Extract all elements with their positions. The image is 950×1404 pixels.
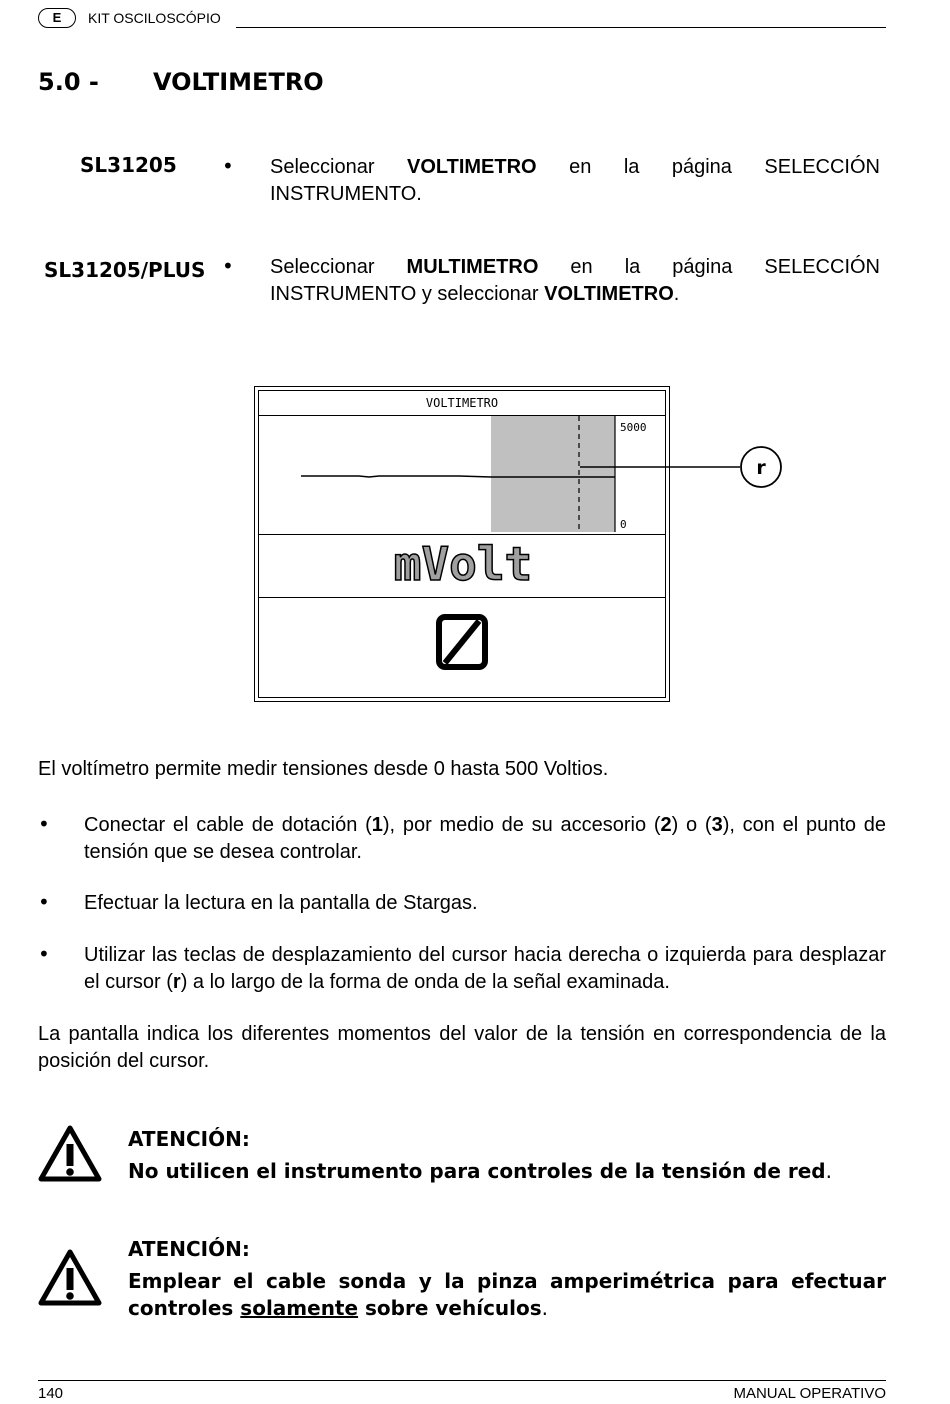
model-name: SL31205 <box>80 153 177 177</box>
unit-label: mVolt <box>393 537 533 591</box>
page-header <box>38 8 886 30</box>
bullet: • <box>38 942 50 966</box>
intro-paragraph: El voltímetro permite medir tensiones desde 0 hasta 500 Voltios. <box>38 758 609 780</box>
warning-text: Emplear el cable sonda y la pinza amperimétrica para efectuar controles solamente sobre vehículos. <box>128 1269 886 1320</box>
warning-heading: ATENCIÓN: <box>128 1127 250 1151</box>
screen-title: VOLTIMETRO <box>259 391 665 416</box>
voltmeter-screen <box>254 386 670 702</box>
model-name: SL31205/PLUS <box>44 258 206 282</box>
scale-min-label: 0 <box>620 518 627 531</box>
bullet: • <box>222 154 234 178</box>
manual-name: MANUAL OPERATIVO <box>733 1385 886 1402</box>
unit-svg <box>259 535 667 595</box>
value-display <box>259 597 665 697</box>
bullet: • <box>38 812 50 836</box>
warning-text: No utilicen el instrumento para controles de la tensión de red. <box>128 1159 832 1183</box>
bullet: • <box>38 890 50 914</box>
instruction-text: Seleccionar VOLTIMETRO en la página SELECCIÓN INSTRUMENTO. <box>270 156 880 205</box>
page-number: 140 <box>38 1385 64 1402</box>
section-number: 5.0 - <box>38 68 99 96</box>
cursor-callout <box>580 445 790 491</box>
header-rule <box>236 27 886 28</box>
unit-display <box>259 534 665 598</box>
step-text: Conectar el cable de dotación (1), por medio de su accesorio (2) o (3), con el punto de tensión que se desea controlar. <box>84 814 886 863</box>
bullet: • <box>222 254 234 278</box>
footer-rule <box>38 1380 886 1381</box>
summary-paragraph: La pantalla indica los diferentes momentos del valor de la tensión en correspondencia de la posición del cursor. <box>38 1023 886 1072</box>
instruction-text: Seleccionar MULTIMETRO en la página SELECCIÓN INSTRUMENTO y seleccionar VOLTIMETRO. <box>270 256 880 305</box>
document-title: KIT OSCILOSCÓPIO <box>88 10 221 26</box>
language-badge: E <box>38 8 76 28</box>
step-text: Efectuar la lectura en la pantalla de Stargas. <box>84 892 478 914</box>
warning-icon <box>38 1248 102 1306</box>
step-text: Utilizar las teclas de desplazamiento del cursor hacia derecha o izquierda para desplazar el cursor (r) a lo largo de la forma de onda de la señal examinada. <box>84 944 886 993</box>
warning-icon <box>38 1124 102 1182</box>
warning-heading: ATENCIÓN: <box>128 1237 250 1261</box>
callout-label: r <box>756 457 766 479</box>
scale-max-label: 5000 <box>620 421 647 434</box>
section-title: VOLTIMETRO <box>153 68 324 96</box>
zero-value-symbol <box>259 597 667 697</box>
screen-frame <box>258 390 666 698</box>
